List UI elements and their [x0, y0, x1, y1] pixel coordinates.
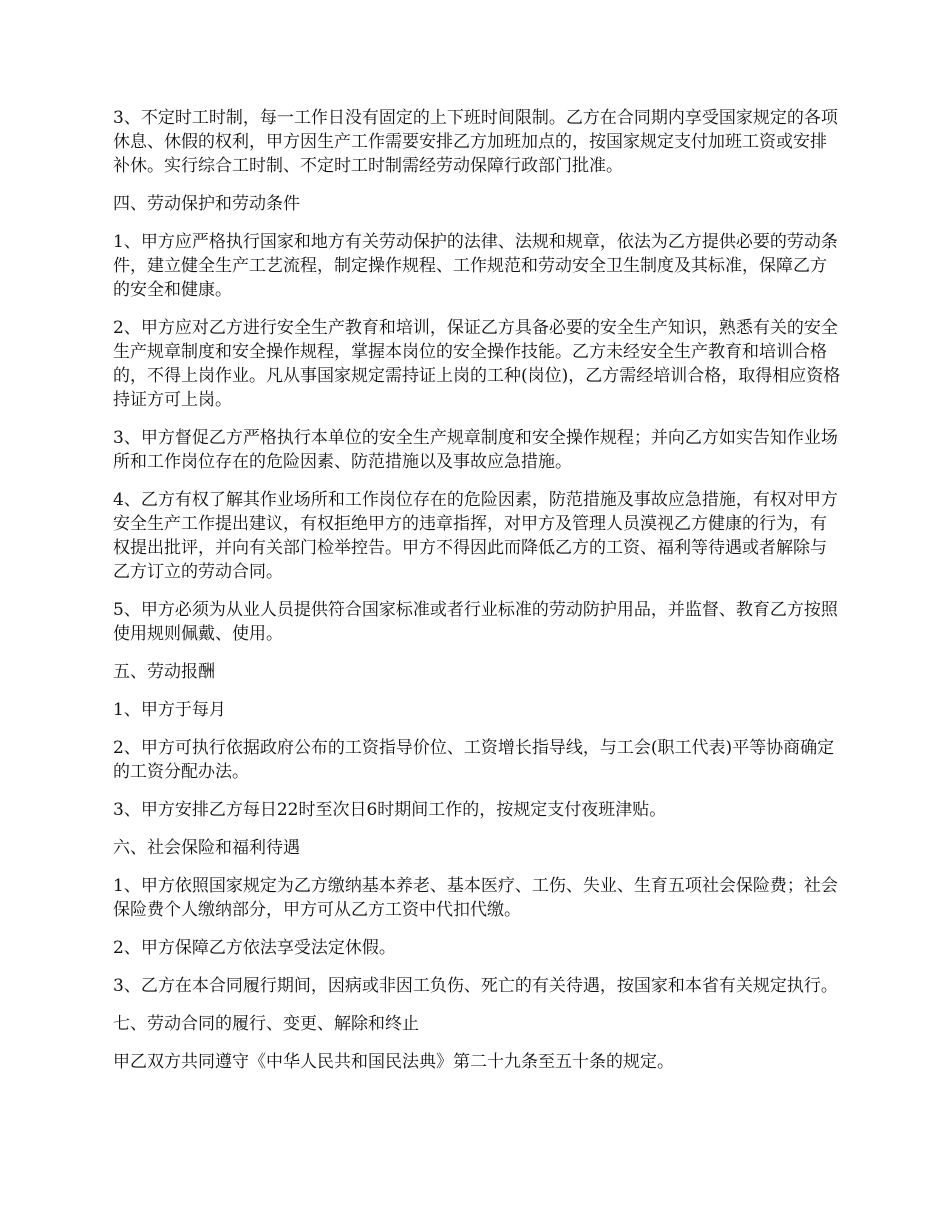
paragraph-insurance-1: 1、甲方依照国家规定为乙方缴纳基本养老、基本医疗、工伤、失业、生育五项社会保险费；社会保险费个人缴纳部分，甲方可从乙方工资中代扣代缴。: [113, 876, 838, 920]
section-heading-labor-protection: 四、劳动保护和劳动条件: [113, 194, 300, 214]
paragraph-protection-1: 1、甲方应严格执行国家和地方有关劳动保护的法律、法规和规章，依法为乙方提供必要的劳动条件，建立健全生产工艺流程，制定操作规程、工作规范和劳动安全卫生制度及其标准，保障乙方的安全和健康。: [113, 232, 838, 300]
paragraph-work-hours-irregular: 3、不定时工时制，每一工作日没有固定的上下班时间限制。乙方在合同期内享受国家规定的各项休息、休假的权利，甲方因生产工作需要安排乙方加班加点的，按国家规定支付加班工资或安排补休。实行综合工时制、不定时工时制需经劳动保障行政部门批准。: [113, 108, 838, 176]
paragraph-protection-3: 3、甲方督促乙方严格执行本单位的安全生产规章制度和安全操作规程；并向乙方如实告知作业场所和工作岗位存在的危险因素、防范措施以及事故应急措施。: [113, 428, 838, 472]
paragraph-remuneration-2: 2、甲方可执行依据政府公布的工资指导价位、工资增长指导线，与工会(职工代表)平等协商确定的工资分配办法。: [113, 738, 835, 782]
paragraph-insurance-3: 3、乙方在本合同履行期间，因病或非因工负伤、死亡的有关待遇，按国家和本省有关规定执行。: [113, 976, 838, 996]
paragraph-insurance-2: 2、甲方保障乙方依法享受法定休假。: [113, 938, 396, 958]
paragraph-remuneration-1: 1、甲方于每月: [113, 700, 226, 720]
paragraph-protection-2: 2、甲方应对乙方进行安全生产教育和培训，保证乙方具备必要的安全生产知识，熟悉有关的安全生产规章制度和安全操作规程，掌握本岗位的安全操作技能。乙方未经安全生产教育和培训合格的，不得上岗作业。凡从事国家规定需持证上岗的工种(岗位)，乙方需经培训合格，取得相应资格持证方可上岗。: [113, 318, 841, 410]
document-body: [113, 106, 841, 1088]
paragraph-contract-changes-1: 甲乙双方共同遵守《中华人民共和国民法典》第二十九条至五十条的规定。: [113, 1052, 674, 1072]
section-heading-contract-changes: 七、劳动合同的履行、变更、解除和终止: [113, 1014, 419, 1034]
paragraph-protection-4: 4、乙方有权了解其作业场所和工作岗位存在的危险因素，防范措施及事故应急措施，有权对甲方安全生产工作提出建议，有权拒绝甲方的违章指挥，对甲方及管理人员漠视乙方健康的行为，有权提出批评，并向有关部门检举控告。甲方不得因此而降低乙方的工资、福利等待遇或者解除与乙方订立的劳动合同。: [113, 490, 838, 582]
paragraph-protection-5: 5、甲方必须为从业人员提供符合国家标准或者行业标准的劳动防护用品，并监督、教育乙方按照使用规则佩戴、使用。: [113, 600, 838, 644]
paragraph-remuneration-3: 3、甲方安排乙方每日22时至次日6时期间工作的，按规定支付夜班津贴。: [113, 800, 667, 820]
section-heading-remuneration: 五、劳动报酬: [113, 662, 215, 682]
section-heading-social-insurance: 六、社会保险和福利待遇: [113, 838, 300, 858]
